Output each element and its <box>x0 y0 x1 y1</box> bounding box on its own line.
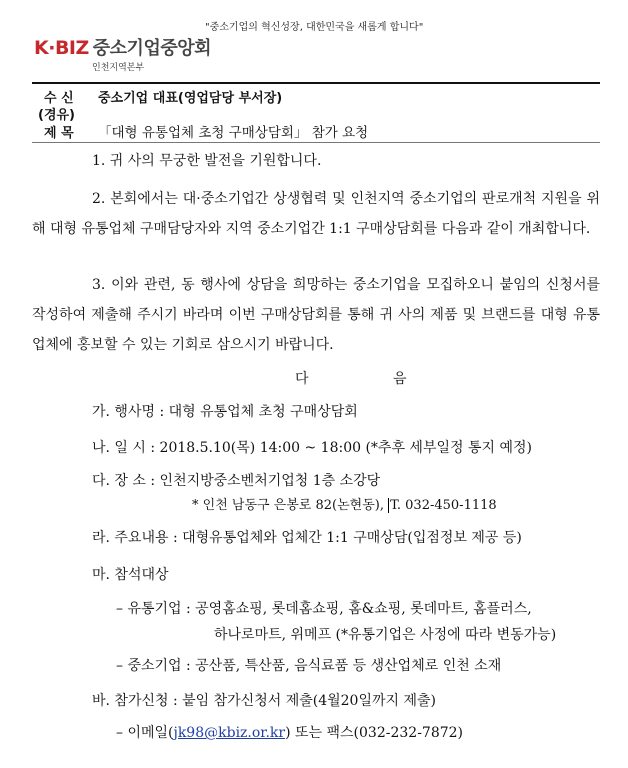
details-heading: 다 음 <box>295 371 447 387</box>
recipient-value: 중소기업 대표(영업담당 부서장) <box>98 91 283 106</box>
event-datetime: 나. 일 시 : 2018.5.10(목) 14:00 ~ 18:00 (*추후 세부일정 통지 예정) <box>92 440 532 456</box>
targets-retail-line-2: 하나로마트, 위메프 (*유통기업은 사정에 따라 변동가능) <box>214 627 557 643</box>
memo-divider <box>32 142 600 143</box>
logo-kbiz-text: K·BIZ <box>34 37 89 59</box>
paragraph-1 <box>32 146 600 176</box>
logo-subtitle: 인천지역본부 <box>92 63 145 73</box>
event-name: 가. 행사명 : 대형 유통업체 초청 구매상담회 <box>92 404 358 420</box>
email-prefix: – 이메일( <box>116 725 174 741</box>
recipient-label: 수 신 <box>44 91 74 106</box>
targets-title: 마. 참석대상 <box>92 567 169 583</box>
email-link[interactable]: jk98@kbiz.or.kr <box>173 725 286 741</box>
kbiz-logo <box>34 34 211 60</box>
event-venue: 다. 장 소 : 인천지방중소벤처기업청 1층 소강당 <box>92 473 381 489</box>
event-content: 라. 주요내용 : 대형유통업체와 업체간 1:1 구매상담(입점정보 제공 등) <box>92 530 522 546</box>
header-divider <box>32 82 600 84</box>
subject-label: 제 목 <box>44 126 74 141</box>
paragraph-2 <box>32 184 600 244</box>
paragraph-1-text: 1. 귀 사의 무궁한 발전을 기원합니다. <box>92 153 322 169</box>
subject-value: 「대형 유통업체 초청 구매상담회」 참가 요청 <box>98 125 369 141</box>
targets-retail-line-1: – 유통기업 : 공영홈쇼핑, 롯데홈쇼핑, 홈&쇼핑, 롯데마트, 홈플러스, <box>116 601 532 617</box>
venue-address-text: * 인천 남동구 은봉로 82(논현동), <box>192 498 384 513</box>
text-cursor <box>388 498 389 513</box>
logo-org-name: 중소기업중앙회 <box>92 38 211 59</box>
paragraph-3 <box>32 270 600 360</box>
slogan: "중소기업의 혁신성장, 대한민국을 새롭게 합니다" <box>205 22 424 33</box>
targets-sme: – 중소기업 : 공산품, 특산품, 음식료품 등 생산업체로 인천 소재 <box>116 658 502 674</box>
venue-tel: T. 032-450-1118 <box>390 498 497 513</box>
email-suffix: ) 또는 팩스(032-232-7872) <box>285 725 464 741</box>
via-label: (경유) <box>38 108 75 123</box>
paragraph-2-text: 2. 본회에서는 대·중소기업간 상생협력 및 인천지역 중소기업의 판로개척 지원을 위해 대형 유통업체 구매담당자와 지역 중소기업간 1:1 구매상담회를 다음과 같이 개최합니다. <box>32 191 600 237</box>
application-contact <box>116 722 463 742</box>
venue-address <box>192 494 497 513</box>
application-info: 바. 참가신청 : 붙임 참가신청서 제출(4월20일까지 제출) <box>92 693 436 709</box>
paragraph-3-text: 3. 이와 관련, 동 행사에 상담을 희망하는 중소기업을 모집하오니 붙임의 신청서를 작성하여 제출해 주시기 바라며 이번 구매상담회를 통해 귀 사의 제품 및 브랜드를 대형 유통업체에 홍보할 수 있는 기회로 삼으시기 바랍니다. <box>32 277 600 353</box>
